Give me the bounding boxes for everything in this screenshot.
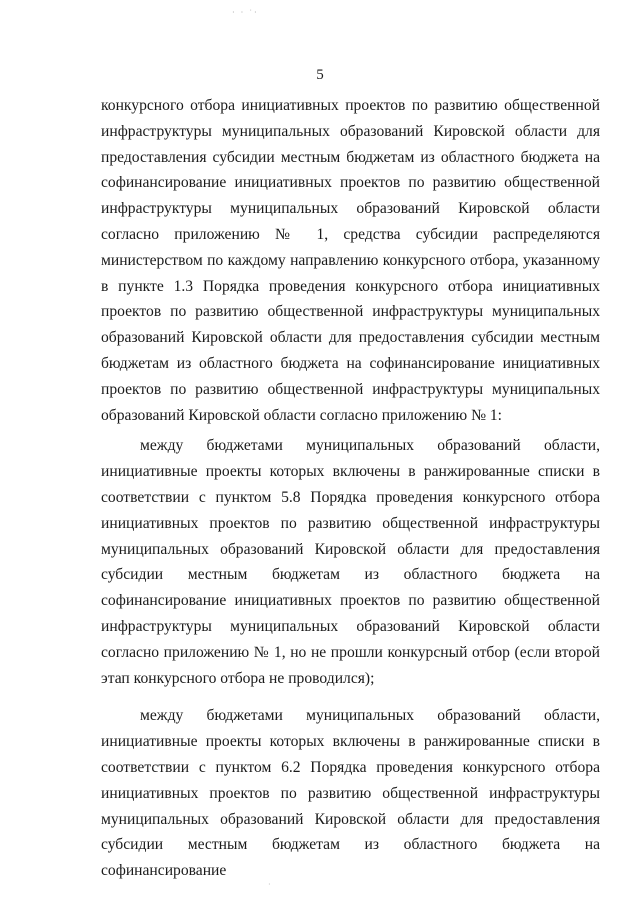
page-number: 5 xyxy=(316,67,324,83)
paragraph-continuation: конкурсного отбора инициативных проектов по развитию общественной инфраструктуры муниципальных образований Кировской области для предоставления субсидии местным бюджетам из областного бюджета на софинансирование инициативных проектов по развитию общественной инфраструктуры муниципальных образований Кировской области согласно приложению № 1, средства субсидии распределяются министерством по каждому направлению конкурсного отбора, указанному в пункте 1.3 Порядка проведения конкурсного отбора инициативных проектов по развитию общественной инфраструктуры муниципальных образований Кировской области для предоставления субсидии местным бюджетам из областного бюджета на софинансирование инициативных проектов по развитию общественной инфраструктуры муниципальных образований Кировской области согласно приложению № 1: xyxy=(101,97,600,424)
scan-artifact: · · ˙· xyxy=(232,8,259,17)
document-body xyxy=(101,93,600,884)
scan-artifact-bottom: · xyxy=(268,880,271,889)
paragraph-list-item-2: между бюджетами муниципальных образований области, инициативные проекты которых включены в ранжированные списки в соответствии с пунктом 6.2 Порядка проведения конкурсного отбора инициативных проектов по развитию общественной инфраструктуры муниципальных образований Кировской области для предоставления субсидии местным бюджетам из областного бюджета на софинансирование xyxy=(101,707,600,880)
paragraph-list-item-1: между бюджетами муниципальных образований области, инициативные проекты которых включены в ранжированные списки в соответствии с пунктом 5.8 Порядка проведения конкурсного отбора инициативных проектов по развитию общественной инфраструктуры муниципальных образований Кировской области для предоставления субсидии местным бюджетам из областного бюджета на софинансирование инициативных проектов по развитию общественной инфраструктуры муниципальных образований Кировской области согласно приложению № 1, но не прошли конкурсный отбор (если второй этап конкурсного отбора не проводился); xyxy=(101,437,600,687)
